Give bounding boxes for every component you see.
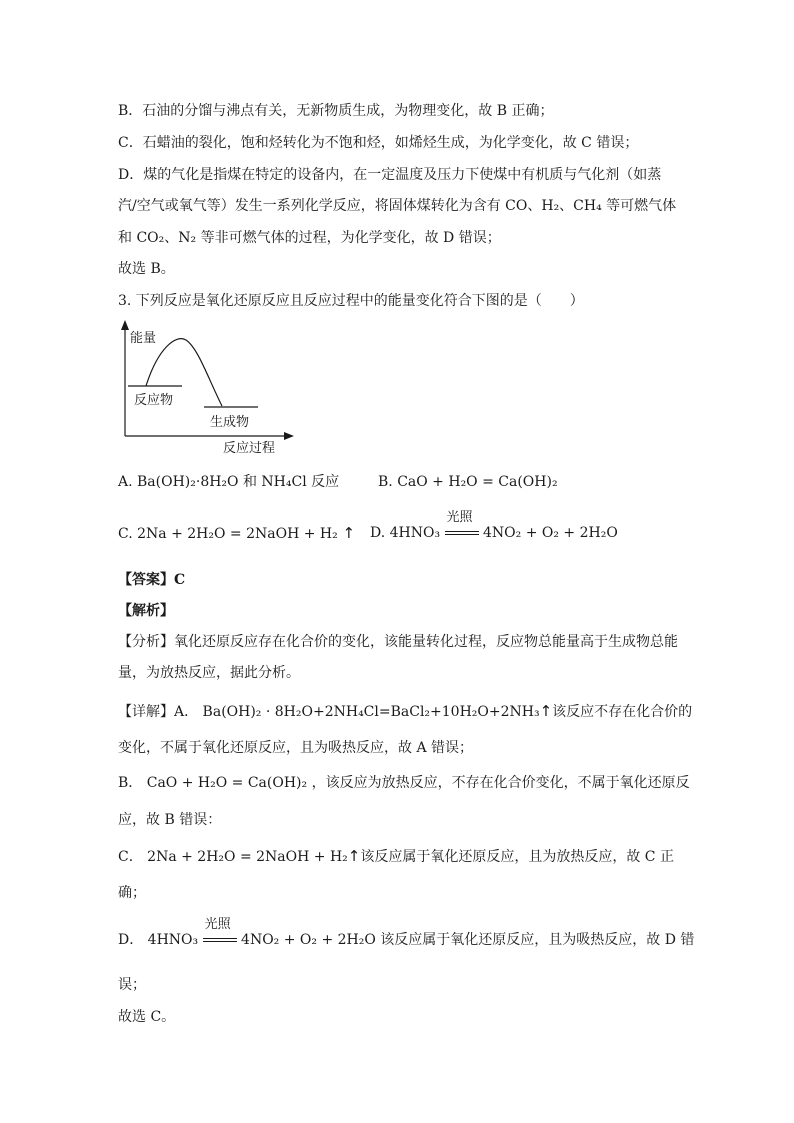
gas-up-arrow-icon: ↑ [337, 524, 356, 542]
analysis-d-line1: D．煤的气化是指煤在特定的设备内，在一定温度及压力下使煤中有机质与气化剂（如蒸 [118, 167, 662, 183]
question-3-stem: 3. 下列反应是氧化还原反应且反应过程中的能量变化符合下图的是（ ） [118, 293, 584, 309]
detail-d-right: 4NO₂ + O₂ + 2H₂O 该反应属于氧化还原反应，且为吸热反应，故 D 错 [241, 932, 695, 948]
fenxi-line1: 【分析】氧化还原反应存在化合价的变化，该能量转化过程，反应物总能量高于生成物总能 [118, 634, 678, 650]
detail-a-line1 [118, 701, 692, 722]
analysis-b: B．石油的分馏与沸点有关，无新物质生成，为物理变化，故 B 正确； [118, 103, 554, 119]
product-label: 生成物 [210, 415, 250, 430]
option-d-right: 4NO₂ + O₂ + 2H₂O [483, 525, 618, 541]
detail-c-tail: 该反应属于氧化还原反应，且为放热反应，故 C 正 [360, 849, 674, 865]
condition-arrow [445, 510, 479, 543]
analysis-d-line2: 汽/空气或氧气等）发生一系列化学反应，将固体煤转化为含有 CO、H₂、CH₄ 等可燃气体 [118, 198, 677, 214]
detail-d-line2: 误； [118, 977, 146, 993]
detail-c-equation: C． 2Na + 2H₂O = 2NaOH + H₂ [118, 849, 348, 865]
analysis-label: 【解析】 [118, 603, 174, 619]
detail-b-line1: B． CaO + H₂O = Ca(OH)₂ ，该反应为放热反应，不存在化合价变化，不属于氧化还原反 [118, 775, 690, 791]
gas-up-arrow-icon: ↑ [347, 847, 361, 865]
option-a: A. Ba(OH)₂·8H₂O 和 NH₄Cl 反应 [118, 474, 340, 490]
choose-c: 故选 C。 [118, 1009, 176, 1025]
detail-d-line1 [118, 917, 695, 950]
analysis-choose-b: 故选 B。 [118, 261, 175, 277]
detail-d-left: D． 4HNO₃ [118, 932, 199, 948]
fenxi-line2: 量，为放热反应，据此分析。 [118, 665, 300, 681]
detail-a-tail: 该反应不存在化合价的 [552, 704, 693, 720]
detail-c-line2: 确； [118, 885, 146, 901]
option-c [118, 523, 355, 544]
detail-c-line1 [118, 846, 674, 867]
y-axis-arrow [121, 320, 129, 330]
detail-b-line2: 应，故 B 错误： [118, 812, 222, 828]
condition-label: 光照 [204, 917, 231, 932]
option-b: B. CaO + H₂O = Ca(OH)₂ [378, 474, 558, 490]
y-axis-label: 能量 [130, 331, 157, 346]
analysis-c: C．石蜡油的裂化，饱和烃转化为不饱和烃，如烯烃生成，为化学变化，故 C 错误； [118, 135, 639, 151]
reactant-label: 反应物 [134, 393, 174, 408]
condition-label: 光照 [446, 510, 473, 525]
option-d-left: D. 4HNO₃ [370, 525, 441, 541]
condition-arrow [203, 917, 237, 950]
option-c-text: C. 2Na + 2H₂O = 2NaOH + H₂ [118, 526, 338, 542]
detail-a-equation: 【详解】A． Ba(OH)₂ · 8H₂O+2NH₄Cl=BaCl₂+10H₂O+2NH₃ [118, 704, 540, 720]
analysis-d-line3: 和 CO₂、N₂ 等非可燃气体的过程，为化学变化，故 D 错误； [118, 230, 501, 246]
answer-label: 【答案】C [118, 572, 186, 588]
x-axis-arrow [284, 432, 294, 440]
option-d [370, 510, 618, 543]
x-axis-label: 反应过程 [223, 441, 276, 456]
detail-a-line2: 变化，不属于氧化还原反应，且为吸热反应，故 A 错误； [118, 740, 474, 756]
gas-up-arrow-icon: ↑ [539, 702, 553, 720]
energy-diagram [118, 318, 303, 456]
